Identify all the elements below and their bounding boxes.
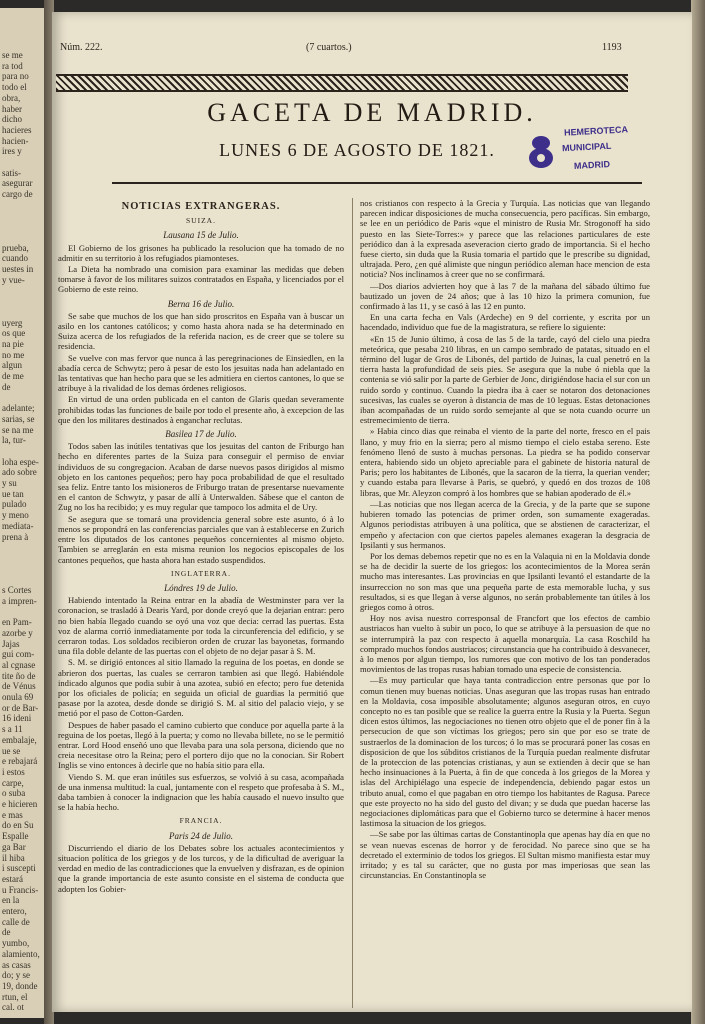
subsection-heading: FRANCIA. [179, 816, 223, 826]
margin-fragment: en la [2, 895, 20, 906]
paragraph: En una carta fecha en Vals (Ardeche) en 9 del corriente, y escrita por un hacendado, individuo que fue de la magistratura, se refiere lo siguiente: [360, 312, 650, 333]
margin-fragment: i estos [2, 766, 25, 777]
price-label: (7 cuartos.) [306, 42, 352, 53]
dateline: Berna 16 de Julio. [167, 298, 235, 309]
paragraph: —Dos diarios advierten hoy que à las 7 de la mañana del sábado último fue bautizado un joven de 24 años; que à las 10 hizo la primera comunion, fue confirmado à las 11, y se casó à las 12 en punto. [360, 280, 650, 312]
paragraph: Hoy nos avisa nuestro corresponsal de Francfort que los efectos de cambio austriacos han vuelto à subir un poco, lo que se atribuye à la persuasion de que no se interrumpirà la paz con respecto à aquella monarquía. La casa Roschild ha comprado muchos fondos austriacos; circunstancia que ha contribuido à desvanecer, à lo menos por algun tiempo, los rumores que con motivo de los tan ponderados movimientos de las tropas rusas habian tomado una especie de consistencia. [360, 613, 650, 675]
stamp-line-1: HEMEROTECA [563, 124, 629, 138]
margin-fragment: do; y se [2, 970, 30, 981]
paragraph: —Las noticias que nos llegan acerca de la Grecia, y de la parte que se supone hubieren tomado las potencias de primer orden, son sumamente exageradas. Algunos periodistas atribuyen à una política, que se abstienen de caracterizar, el empeño y afectacion con que ciertos papeles alemanes exageran la desgracia de Ipsilanti y sus hermanos. [360, 498, 650, 550]
ornamental-border [56, 74, 628, 92]
margin-fragment: mediata- [2, 520, 34, 531]
dateline: Lóndres 19 de Julio. [164, 582, 238, 593]
newspaper-title: GACETA DE MADRID. [207, 98, 537, 127]
issue-date: LUNES 6 DE AGOSTO DE 1821. [219, 140, 495, 160]
paragraph: «En 15 de Junio último, à cosa de las 5 de la tarde, cayó del cielo una piedra meteórica, que pesaba 210 libras, en un campo sembrado de patatas, situado en el término del lugar de Gros de Libonés, del partido de Juinas, la cual penetró en la tierra hasta la profundidad de seis pies. Se asegura que la nube ó niebla que la contenia se vió salir por la parte de Gerbier de Jonc, dirigiéndose hacia el sur con un ruido sordo y continuo. Cuando la piedra iba à caer se notaron dos detonaciones sucesivas, las cuales se oyeron à distancia de mas de 10 leguas. Estas detonaciones iban acompañadas de un ruido sordo semejante al que se nota cuando ocurre un estremecimiento de tierra. [360, 333, 650, 426]
paragraph: El Gobierno de los grisones ha publicado la resolucion que ha tomado de no admitir en su territorio à los refugiados piamonteses. [58, 242, 344, 263]
right-column [360, 198, 650, 881]
margin-fragment: rtun, el [2, 991, 28, 1002]
margin-fragment: calle de [2, 916, 30, 927]
margin-fragment: onula 69 [2, 692, 34, 702]
paragraph: Por los demas debemos repetir que no es en la Valaquia ni en la Moldavia donde se ha de decidir la suerte de los griegos: los acontecimientos de la Morea serán mucho mas interesantes. Las provincias en que Ipsilanti levantó el estandarte de la insurreccion no son mas que una pequeña parte de esta memorable lucha, y sus resultados, si es que llegan à verse algunos, no serán probablemente tan útiles à los griegos como à otros. [360, 550, 650, 612]
margin-fragment: ires y [2, 146, 22, 157]
paragraph: La Dieta ha nombrado una comision para examinar las medidas que deben tomarse à favor de los militares suizos contratados en España, y licenciados por el Gobierno de este reino. [58, 264, 344, 295]
paragraph: » Habia cinco dias que reinaba el viento de la parte del norte, fresco en el pais llano, y muy frio en la sierra; pero al mismo tiempo el cielo estaba sereno. Este fenómeno llenó de susto à muchas personas. La piedra se ha podido conservar entera, habiendo sido un objeto apreciable para el gabinete de historia natural de Paris; pero los habitantes de Libonés, que la sacaron de la tierra, la querian vender; y cuando estaba para llevarse à Paris, se quebró, y quedó en dos trozos de 108 libras, que Mr. Aleyzon compró à los hombres que se habian apoderado de él.» [360, 426, 650, 498]
dateline: Lausana 15 de Julio. [163, 230, 239, 241]
issue-number: Núm. 222. [60, 42, 103, 53]
margin-fragment: estará [2, 873, 23, 884]
margin-fragment: uyerg [2, 317, 23, 328]
page-number: 1193 [602, 42, 622, 53]
margin-fragment: asegurar [2, 178, 33, 189]
margin-fragment: carpe, [2, 777, 24, 788]
subsection-heading: INGLATERRA. [171, 568, 231, 578]
section-title: NOTICIAS EXTRANGERAS. [121, 201, 281, 212]
margin-fragment: hacien- [2, 135, 29, 146]
margin-fragment: cal. ot [2, 1002, 24, 1013]
margin-fragment: al cgnase [2, 659, 36, 670]
paragraph: Despues de haber pasado el camino cubierto que conduce por aquella parte à la reguina de los poetas, llegó à la puerta; y como no llevaba billete, no se le permitió entrar. Lord Hood enseñó uno que llevaba para una sola persona, diciendo que no creia necesitase otro la Reina; pero el portero dijo que no la conocian. Sir Robert Inglis se vino entonces à decirle que no había sitio para ella. [58, 719, 344, 771]
column-divider [352, 198, 353, 1008]
paragraph: Discurriendo el diario de los Debates sobre los actuales acontecimientos y situacion política de los griegos y de los turcos, y de la dificultad de averiguar la verdad en medio de las contradicciones que la envuelven y disfrazan, es de opinion que la grande importancia de este asunto consiste en el sistema de conducta que adopten los Gobier- [58, 842, 344, 894]
margin-fragment: en Pam- [2, 617, 32, 628]
margin-fragment: cuando [2, 253, 28, 264]
margin-fragment: i suscepti [2, 863, 36, 874]
paragraph: Viendo S. M. que eran inútiles sus esfuerzos, se volvió à su casa, acompañada de una inmensa multitud: la cual, juntamente con el respeto que profesaba à S. M., daba tambien à conocer la indignacion que les había causado el nuevo insulto que se la había hecho. [58, 771, 344, 813]
margin-fragment: e hicieren [2, 799, 38, 809]
margin-fragment: prueba, [2, 242, 29, 253]
margin-fragment: ue se [2, 745, 21, 756]
margin-fragment: Jajas [2, 638, 20, 649]
crest-icon [526, 134, 556, 170]
margin-fragment: loha espe- [2, 456, 39, 467]
margin-fragment: y meno [2, 510, 29, 521]
margin-fragment: sarias, se [2, 413, 35, 424]
paragraph: Habiendo intentado la Reina entrar en la abadía de Westminster para ver la coronacion, se trasladó à Dearis Yard, por donde creyó que la dejarian entrar: pero no bien había llegado cuando se oyó una voz que decia: cerrad las puertas. Esta voz de alarma corrió inmediatamente por toda la circunferencia del edificio, y se cerraron todas. Los soldados recibieron orden de cruzar las bayonetas, formando una fila doble delante de las puertas con el objeto de no dejar pasar à S. M. [58, 595, 344, 657]
margin-fragment: obra, [2, 92, 21, 103]
margin-fragment: prena à [2, 531, 29, 542]
margin-fragment: 16 ideni [2, 713, 32, 724]
margin-fragment: e rebajará [2, 756, 38, 767]
margin-fragment: embalaje, [2, 734, 37, 745]
margin-fragment: cargo de [2, 189, 33, 200]
margin-fragment: s Cortes [2, 585, 32, 595]
margin-fragment: u Francis- [2, 884, 39, 895]
newspaper-page [52, 12, 692, 1012]
dateline: Paris 24 de Julio. [169, 830, 233, 841]
margin-fragment: or de Bar- [2, 702, 39, 713]
margin-fragment: se na me [2, 424, 34, 435]
margin-fragment: de [2, 381, 11, 392]
margin-fragment: na pie [2, 338, 24, 349]
margin-fragment: yumbo, [2, 938, 30, 949]
margin-fragment: algun [2, 360, 22, 371]
margin-fragment: de [2, 927, 11, 938]
margin-fragment: de Vénus [2, 681, 36, 692]
margin-fragment: e mas [2, 809, 23, 820]
margin-fragment: todo el [2, 82, 27, 93]
margin-fragment: a impren- [2, 595, 37, 606]
paragraph: S. M. se dirigió entonces al sitio llamado la reguina de los poetas, en donde se abrieron dos puertas, las cuales se cerraron tambien asi que llegó. Habiéndole indicado algunos que podia subir à una azotea, subió en efecto; pero fue detenida por los oficiales de policía; en seguida un oficial de guardias la permitió que pasase por la azotea, desde donde se dirigió S. M. al sitio del palacio viejo, y se metió por el paso de Cotton-Garden. [58, 657, 344, 719]
margin-fragment: Espalle [2, 831, 29, 842]
margin-fragment: ue tan [2, 488, 24, 499]
margin-fragment: pulado [2, 499, 27, 510]
margin-fragment: hacieres [2, 124, 32, 135]
margin-fragment: de me [2, 371, 24, 381]
margin-fragment: y vue- [2, 274, 25, 285]
margin-fragment: ga Bar [2, 841, 26, 852]
margin-fragment: haber [2, 103, 22, 114]
paragraph: Todos saben las inútiles tentativas que los jesuitas del canton de Friburgo han hecho en diferentes partes de la Suiza para conseguir el permiso de enviar individuos de su congregacion. Acaban de darse nuevos pasos dirigidos al mismo objeto en los cantones pequeños; pero hay poca probabilidad de que el resultado sea feliz. Entre tanto los misioneros de Friburgo tratan de presentarse nuevamente en el canton de Schwytz, y pasar de allí à Unterwalden. Sábese que el canton de Zug no los ha recibido; y es muy regular que tampoco los admita el de Ury. [58, 441, 344, 513]
margin-fragment: no me [2, 349, 25, 360]
library-stamp [524, 124, 674, 184]
paragraph: —Se sabe por las últimas cartas de Constantinopla que apenas hay día en que no se vean nuevas escenas de horror y de ferocidad. No parece sino que se ha decretado el exterminio de todos los griegos. El Sultan mismo manifiesta estar muy irritado; y es tal su carácter, que no gusta por mas imperiosas que sean las circunstancias. En Constantinopla se [360, 829, 650, 881]
adjacent-page-edge [0, 8, 46, 1018]
margin-fragment: o suba [2, 788, 26, 799]
page-edge-right [691, 0, 705, 1024]
margin-fragment: il hiba [2, 852, 25, 863]
margin-fragment: satis- [2, 167, 21, 178]
margin-fragment: ra tod [2, 60, 23, 71]
margin-fragment: adelante; [2, 403, 35, 414]
stamp-line-3: MADRID [573, 159, 611, 171]
margin-fragment: uestes in [2, 264, 34, 274]
margin-fragment: entero, [2, 906, 27, 916]
margin-fragment: azorbe y [2, 627, 33, 638]
margin-fragment: ado sobre [2, 467, 37, 478]
margin-fragment: s a 11 [2, 724, 23, 735]
page-header-line [52, 42, 692, 72]
margin-fragment: 19, donde [2, 980, 38, 991]
subsection-heading: SUIZA. [186, 216, 216, 226]
margin-fragment: alamiento, [2, 948, 40, 959]
margin-fragment: la, tur- [2, 435, 26, 446]
paragraph: En virtud de una orden publicada en el canton de Glaris quedan severamente prohibidas todas las funciones de baile por todo el presente año, à excepcion de las que den los militares destinados à enganchar reclutas. [58, 394, 344, 425]
margin-fragment: para no [2, 71, 29, 82]
paragraph: Se vuelve con mas fervor que nunca à las peregrinaciones de Einsiedlen, en la abadía cerca de Schwytz; pero à pesar de esto los jesuitas nada han adelantado en las tentativas que han hecho para que se les admitiera en ciertos cantones, lo que se atribuye à la rivalidad de los demas órdenes religiosos. [58, 352, 344, 394]
margin-fragment: se me [2, 50, 23, 60]
paragraph: nos cristianos con respecto à la Grecia y Turquía. Las noticias que van llegando parecen indicar disposiciones de mucha consecuencia, pero pacíficas. Sin embargo, se lee en un periódico de Paris «que el ministro de Rusia Mr. Strogonoff ha sido puesto en las Siete-Torres:» y parece que las relaciones particulares de este periódico dan à la expresada aseveracion cierto grado de importancia. Si el hecho fuese cierto, sin duda que la Rusia tomaria el partido que le prescribe su dignidad, ultrajada. Pero, ¿en qué alimiste que ningun periódico aleman hace mencion de esta noticia? Nos inclinamos à creer que no se confirmará. [360, 198, 650, 280]
paragraph: Se asegura que se tomará una providencia general sobre este asunto, ó à lo menos se propondrá en las conferencias parciales que van à establecerse en Zurich entre los diputados de los cantones pequeños concernientes al mismo objeto. Tambien se arreglarán en esta misma reunion los negocios episcopales de los cantones pequeños, que hasta ahora han estado suspendidos. [58, 513, 344, 565]
stamp-line-2: MUNICIPAL [561, 140, 612, 154]
margin-fragment: tite ño de [2, 670, 36, 681]
margin-fragment: os que [2, 328, 26, 339]
left-column [58, 198, 344, 895]
margin-fragment: dicho [2, 114, 22, 125]
dateline: Basilea 17 de Julio. [165, 429, 237, 440]
margin-fragment: gui com- [2, 649, 35, 660]
margin-fragment: y su [2, 478, 17, 488]
margin-fragment: do en Su [2, 820, 34, 831]
header-rule [112, 182, 642, 184]
margin-fragment: as casas [2, 959, 31, 970]
paragraph: Se sabe que muchos de los que han sido proscritos en España van à buscar un asilo en los cantones católicos; y como hasta ahora nada se ha determinado en Suiza acerca de los refugiados de la referida nacion, es de creer que se tolere su residencia. [58, 310, 344, 352]
paragraph: —Es muy particular que haya tanta contradiccion entre personas que por lo comun tienen muy buenas noticias. Unas aseguran que las tropas rusas han entrado en la Moldavia, cosa imposible absolutamente; algunos aseguran otros, en cuyo concepto no es tan posible que se realice la guerra entre la Rusia y la Puerta. Segun dicen estos últimos, las negociaciones no tienen otro objeto que el de poner fin à la persecucion de que son víctimas los griegos; pero sin que por eso se trate de sustraerlos de la dominacion de los turcos; ó lo mas se procurará poner las cosas en disposicion de que los súbditos cristianos de la Turquía puedan realmente disfrutar de la proteccion de las potencias cristianas, y aun se extienden à decir que se han hecho insinuaciones à la Puerta, à fin de que conceda à los griegos de la Morea y islas del Archipiélago una especie de independencia, debiendo pagar estos un tributo anual, como el que pagaban en otro tiempo los habitantes de Ragusa. Parece que este proyecto no ha sido del gusto del divan; y se duda que puedan hacerse las negociaciones diplomáticas para que el Gobierno turco se determine à hacer menos lastimosa la situacion de los griegos. [360, 675, 650, 829]
